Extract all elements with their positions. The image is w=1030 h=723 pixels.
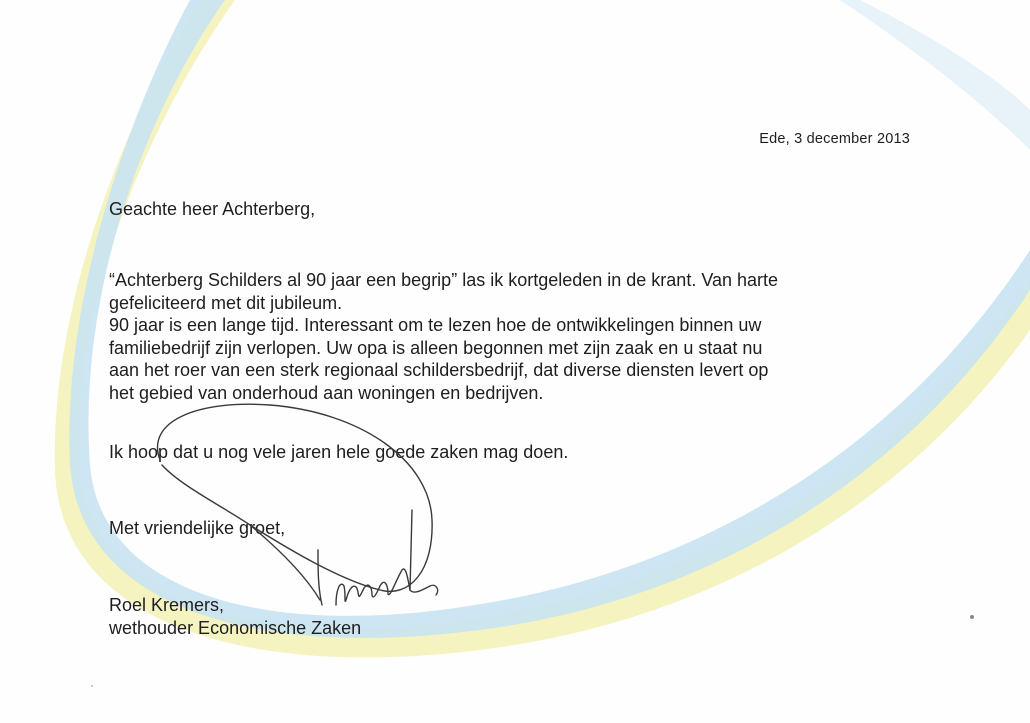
closing-greeting: Met vriendelijke groet, — [109, 518, 286, 538]
body-line: gefeliciteerd met dit jubileum. — [109, 292, 343, 313]
body-line: aan het roer van een sterk regionaal schildersbedrijf, dat diverse diensten levert op — [109, 360, 769, 380]
salutation: Geachte heer Achterberg, — [109, 199, 316, 219]
letter-date: Ede, 3 december 2013 — [759, 131, 910, 147]
body-line: “Achterberg Schilders al 90 jaar een begrip” las ik kortgeleden in de krant. Van harte — [109, 270, 779, 290]
sender-name: Roel Kremers, — [109, 595, 225, 615]
body-line: het gebied van onderhoud aan woningen en bedrijven. — [109, 382, 544, 403]
body-line: 90 jaar is een lange tijd. Interessant om te lezen hoe de ontwikkelingen binnen uw — [109, 315, 762, 335]
wish-sentence: Ik hoop dat u nog vele jaren hele goede zaken mag doen. — [109, 442, 569, 462]
sender-title: wethouder Economische Zaken — [109, 617, 362, 638]
body-line: familiebedrijf zijn verlopen. Uw opa is alleen begonnen met zijn zaak en u staat nu — [109, 337, 763, 358]
